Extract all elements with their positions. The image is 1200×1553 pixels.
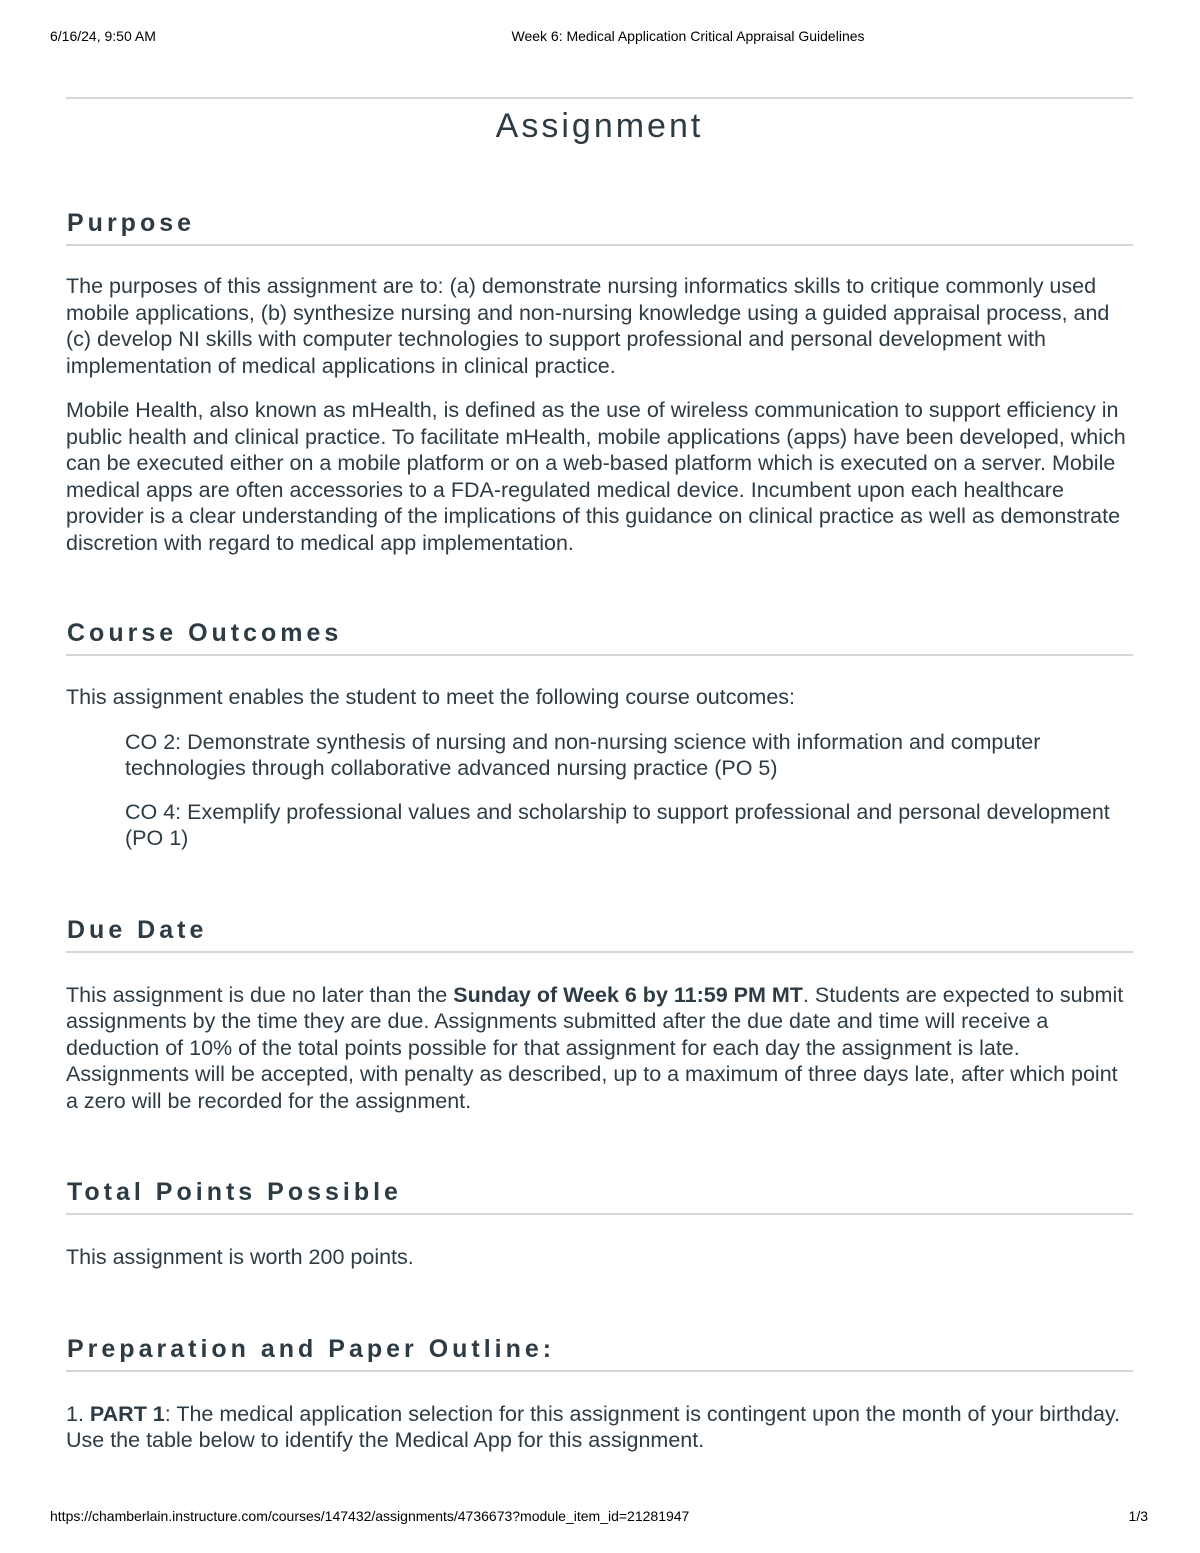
total-points-text: This assignment is worth 200 points. <box>66 1245 414 1269</box>
due-date-deadline: Sunday of Week 6 by 11:59 PM MT <box>453 982 803 1007</box>
top-divider <box>66 97 1133 99</box>
due-date-paragraph <box>66 982 1133 1115</box>
course-outcome-co4: CO 4: Exemplify professional values and scholarship to support professional and personal development (PO 1) <box>125 799 1110 850</box>
print-url: https://chamberlain.instructure.com/courses/147432/assignments/4736673?module_item_id=21281947 <box>50 1508 690 1524</box>
page-number: 1/3 <box>1128 1508 1148 1524</box>
outcomes-intro: This assignment enables the student to meet the following course outcomes: <box>66 685 796 709</box>
page-title: Assignment <box>495 107 704 145</box>
part1-item <box>66 1401 1133 1454</box>
assignment-content <box>66 97 1133 1454</box>
print-datetime: 6/16/24, 9:50 AM <box>50 28 156 44</box>
due-date-text-before: This assignment is due no later than the <box>66 982 454 1007</box>
due-date-heading: Due Date <box>66 915 1133 953</box>
part1-label: PART 1 <box>89 1401 165 1426</box>
purpose-heading: Purpose <box>66 208 1133 246</box>
total-points-heading: Total Points Possible <box>66 1177 1133 1215</box>
course-outcomes-heading: Course Outcomes <box>66 618 1133 656</box>
part1-text: : The medical application selection for this assignment is contingent upon the month of your birthday. Use the table below to identify the Medical App for this assignment. <box>66 1401 1121 1452</box>
purpose-paragraph-2: Mobile Health, also known as mHealth, is defined as the use of wireless communication to support efficiency in public health and clinical practice. To facilitate mHealth, mobile applications (apps) have been developed, which can be executed either on a mobile platform or on a web-based platform which is executed on a server. Mobile medical apps are often accessories to a FDA-regulated medical device. Incumbent upon each healthcare provider is a clear understanding of the implications of this guidance on clinical practice as well as demonstrate discretion with regard to medical app implementation. <box>66 398 1126 555</box>
due-date-text-after: . Students are expected to submit assignments by the time they are due. Assignments submitted after the due date and time will receive a deduction of 10% of the total points possible for that assignment for each day the assignment is late. Assignments will be accepted, with penalty as described, up to a maximum of three days late, after which point a zero will be recorded for the assignment. <box>66 982 1124 1113</box>
print-document-title: Week 6: Medical Application Critical Appraisal Guidelines <box>511 28 865 44</box>
course-outcome-co2: CO 2: Demonstrate synthesis of nursing and non-nursing science with information and computer technologies through collaborative advanced nursing practice (PO 5) <box>125 729 1041 780</box>
print-header <box>0 28 1200 48</box>
purpose-paragraph-1: The purposes of this assignment are to: (a) demonstrate nursing informatics skills to critique commonly used mobile applications, (b) synthesize nursing and non-nursing knowledge using a guided appraisal process, and (c) develop NI skills with computer technologies to support professional and personal development with implementation of medical applications in clinical practice. <box>66 274 1110 378</box>
part1-number: 1. <box>66 1401 90 1426</box>
preparation-heading: Preparation and Paper Outline: <box>66 1334 1133 1372</box>
